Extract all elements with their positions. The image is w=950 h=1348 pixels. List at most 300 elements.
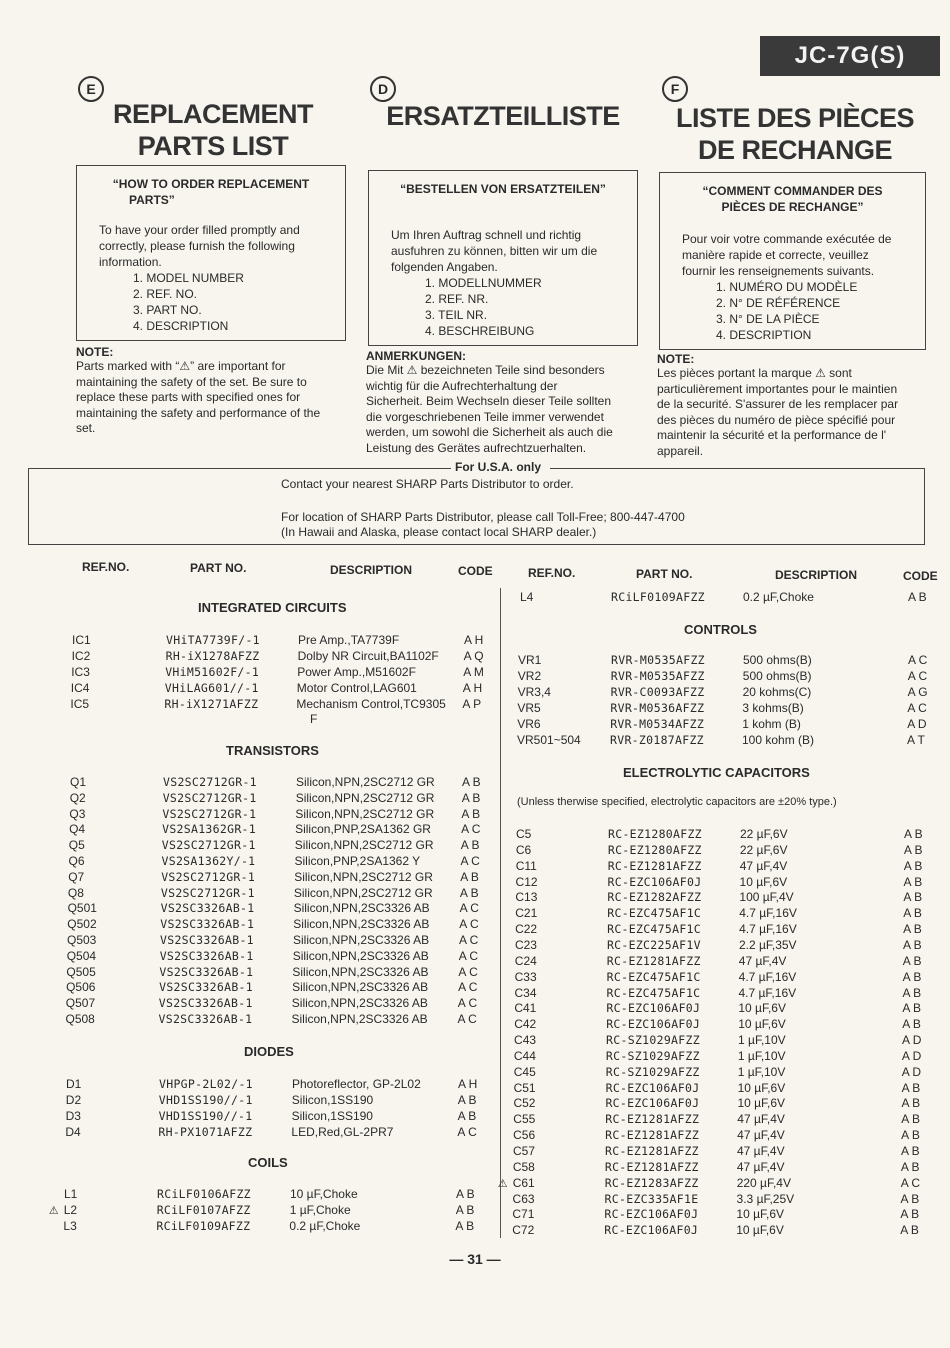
- parts-row-ref: C55: [513, 1112, 536, 1127]
- parts-row-ref: C13: [515, 890, 538, 905]
- parts-row-part: RC-SZ1029AFZZ: [605, 1048, 700, 1063]
- parts-row-desc: 10 µF,6V: [738, 1017, 786, 1032]
- parts-row-desc: 1 µF,Choke: [289, 1203, 351, 1217]
- parts-row-ref: C57: [513, 1144, 536, 1158]
- parts-row-ref: C42: [514, 1017, 537, 1032]
- order-box-german: [368, 170, 638, 346]
- parts-row-part: RVR-M0536AFZZ: [610, 701, 705, 715]
- parts-row-code: A B: [900, 1207, 920, 1222]
- parts-row-code: A B: [904, 827, 923, 841]
- note-line: maintaining the safety of the set. Be sure to: [76, 374, 307, 389]
- parts-row-ref: D3: [65, 1109, 81, 1123]
- parts-row-part: RC-EZ1281AFZZ: [605, 1112, 700, 1127]
- parts-row-desc: 10 µF,6V: [737, 1080, 786, 1095]
- parts-row-code: A B: [460, 869, 479, 884]
- usa-box-top-border-left: [28, 468, 451, 469]
- parts-row-part: VS2SC3326AB-1: [159, 948, 254, 963]
- note-english: [76, 345, 344, 437]
- electrolytic-note: (Unless therwise specified, electrolytic capacitors are ±20% type.): [517, 796, 837, 808]
- parts-row-ref: IC1: [72, 633, 91, 647]
- parts-row-desc: 4.7 µF,16V: [738, 985, 797, 1000]
- note-line: maintenir la sécurité et la performance de l': [657, 428, 887, 442]
- order-box-intro-line1: Um Ihren Auftrag schnell und richtig: [391, 228, 582, 242]
- parts-row-ref: C41: [514, 1001, 537, 1016]
- parts-row-desc: Silicon,PNP,2SA1362 Y: [294, 854, 421, 868]
- parts-row-ref: Q5: [68, 838, 85, 853]
- parts-row-ref: Q508: [65, 1012, 95, 1026]
- note-line: set.: [76, 421, 96, 435]
- order-box-intro-line1: Pour voir votre commande exécutée de: [682, 232, 892, 246]
- parts-row-part: VHD1SS190//-1: [158, 1109, 253, 1123]
- usa-title: For U.S.A. only: [455, 460, 542, 474]
- parts-row-ref: D1: [66, 1077, 82, 1091]
- order-box-item: 2. REF. NO.: [133, 287, 198, 301]
- order-box-item: 3. N° DE LA PIÈCE: [716, 312, 820, 326]
- parts-row-ref: D4: [65, 1125, 81, 1139]
- note-line: appareil.: [657, 443, 704, 458]
- parts-row-ref: Q502: [67, 917, 97, 932]
- note-heading: ANMERKUNGEN:: [366, 349, 466, 363]
- parts-row-desc: 20 kohms(C): [742, 685, 812, 699]
- parts-row-part: RC-EZC475AF1C: [607, 922, 702, 937]
- parts-row-code: A B: [902, 969, 922, 984]
- parts-row-ref: IC2: [71, 649, 91, 663]
- parts-row-ref: Q506: [66, 980, 96, 995]
- parts-row-code: A B: [901, 1144, 920, 1158]
- parts-row-desc: 47 µF,4V: [737, 1144, 785, 1158]
- parts-row-ref: Q2: [69, 790, 86, 805]
- parts-row-part: RC-EZ1280AFZZ: [608, 827, 702, 841]
- parts-row-desc: Silicon,NPN,2SC3326 AB: [292, 948, 429, 963]
- col-desc-right: DESCRIPTION: [775, 568, 858, 582]
- parts-row-ref: C72: [512, 1223, 535, 1238]
- parts-row-code: A C: [457, 1012, 477, 1026]
- note-french: [657, 352, 925, 459]
- parts-row-ref: IC3: [71, 665, 90, 679]
- section-diodes: DIODES: [244, 1044, 294, 1059]
- parts-row-ref: IC4: [70, 681, 90, 695]
- parts-row-part: VS2SC3326AB-1: [160, 917, 255, 932]
- title-english-line2: PARTS LIST: [137, 131, 289, 161]
- parts-row-part: RCiLF0109AFZZ: [611, 590, 705, 604]
- parts-row-part: RCiLF0107AFZZ: [156, 1203, 251, 1217]
- order-box-heading-line1: “COMMENT COMMANDER DES: [702, 184, 883, 198]
- section-electrolytic-capacitors: ELECTROLYTIC CAPACITORS: [623, 765, 810, 780]
- parts-row-ref: L2: [63, 1203, 78, 1217]
- parts-row-ref: Q504: [66, 948, 97, 963]
- parts-row-part: VS2SC3326AB-1: [160, 933, 254, 947]
- order-box-heading-line1: “HOW TO ORDER REPLACEMENT: [112, 177, 310, 191]
- parts-row-part: VS2SC3326AB-1: [160, 901, 255, 916]
- parts-row-code: A B: [902, 937, 922, 952]
- parts-row-code: A B: [461, 806, 481, 821]
- parts-row-part: VHiM51602F/-1: [165, 665, 260, 679]
- parts-row-part: RC-EZC475AF1C: [607, 906, 702, 921]
- order-box-intro-line3: information.: [99, 255, 162, 269]
- parts-row-ref: VR5: [517, 701, 541, 715]
- parts-row-desc: Silicon,NPN,2SC3326 AB: [291, 1012, 428, 1026]
- order-box-item: 4. DESCRIPTION: [133, 319, 229, 333]
- parts-row-desc: 10 µF,6V: [738, 1001, 786, 1016]
- order-box-heading-line2: PARTS”: [129, 193, 175, 207]
- parts-row-part: VHD1SS190//-1: [158, 1093, 253, 1107]
- note-line: die vorgeschriebenen Teile immer verwendet: [366, 409, 604, 424]
- parts-row-desc: 10 µF,6V: [737, 1096, 786, 1111]
- parts-row-desc: 47 µF,4V: [737, 1128, 785, 1143]
- parts-row-code: A B: [903, 858, 923, 873]
- order-box-item: 3. TEIL NR.: [425, 308, 488, 322]
- parts-row-code: A C: [458, 948, 479, 963]
- parts-row-ref: C61: [512, 1175, 535, 1190]
- parts-row-part: VHiTA7739F/-1: [166, 633, 260, 647]
- parts-row-code: A B: [903, 906, 922, 921]
- parts-row-part: RVR-Z0187AFZZ: [610, 733, 704, 747]
- parts-row-part: VS2SC2712GR-1: [162, 790, 257, 805]
- order-box-intro-line3: fournir les renseignements suivants.: [682, 264, 875, 278]
- order-box-heading-line2: PIÈCES DE RECHANGE”: [721, 200, 864, 214]
- parts-row-part: VHiLAG601//-1: [164, 681, 259, 695]
- parts-row-part: VS2SC2712GR-1: [160, 885, 255, 900]
- title-french-line1: LISTE DES PIÈCES: [675, 103, 915, 133]
- parts-row-part: VS2SC3326AB-1: [158, 996, 253, 1011]
- parts-row-code: A C: [458, 980, 478, 995]
- order-box-item: 1. NUMÉRO DU MODÈLE: [716, 280, 858, 294]
- parts-row-desc: 10 µF,6V: [736, 1207, 784, 1222]
- parts-row-code: A B: [902, 985, 922, 1000]
- parts-row-desc: Silicon,NPN,2SC3326 AB: [293, 917, 430, 932]
- column-divider: [500, 588, 501, 1238]
- parts-row-part: VS2SC3326AB-1: [158, 1012, 253, 1026]
- parts-row-desc: Silicon,1SS190: [291, 1093, 374, 1107]
- parts-row-code: A C: [459, 917, 479, 932]
- parts-row-part: RC-EZC106AF0J: [606, 1001, 701, 1016]
- parts-row-ref: Q7: [68, 869, 85, 884]
- note-line: particulièrement importantes pour le maintien: [657, 381, 898, 396]
- parts-row-desc: 0.2 µF,Choke: [743, 590, 814, 604]
- parts-row-desc: 1 µF,10V: [738, 1033, 786, 1048]
- order-box-french: [659, 172, 926, 350]
- lang-letter-d: D: [370, 76, 396, 102]
- parts-row-code: A B: [900, 1223, 919, 1238]
- usa-box-top-border-right: [550, 468, 924, 469]
- note-german: [366, 349, 636, 456]
- usa-line1: Contact your nearest SHARP Parts Distributor to order.: [281, 477, 574, 491]
- parts-row-part: RCiLF0106AFZZ: [157, 1187, 251, 1201]
- parts-row-code: A B: [455, 1203, 475, 1217]
- parts-row-part: VS2SC2712GR-1: [162, 806, 257, 821]
- col-desc-left: DESCRIPTION: [330, 563, 413, 577]
- parts-row-ref: C34: [514, 985, 537, 1000]
- parts-row-part: RC-EZC475AF1C: [606, 969, 701, 984]
- parts-row-code: A D: [901, 1048, 922, 1063]
- parts-row-ref: C12: [515, 874, 538, 889]
- parts-row-desc: 0.2 µF,Choke: [289, 1219, 361, 1233]
- parts-row-ref: Q505: [66, 964, 96, 979]
- parts-row-part: RC-EZC106AF0J: [606, 1017, 701, 1032]
- parts-row-code: A B: [460, 838, 480, 853]
- parts-row-code: A C: [457, 996, 478, 1011]
- parts-row-part: VHPGP-2L02/-1: [159, 1077, 253, 1091]
- parts-row-code: A B: [459, 885, 479, 900]
- parts-row-desc: 100 µF,4V: [739, 890, 794, 905]
- parts-row-code: A D: [902, 1033, 922, 1048]
- lang-letter-f: F: [662, 76, 688, 102]
- parts-row-desc: 1 µF,10V: [737, 1048, 786, 1063]
- parts-row-code: A B: [908, 590, 927, 604]
- parts-row-part: RC-EZ1283AFZZ: [604, 1175, 699, 1190]
- parts-row-part: RC-EZ1281AFZZ: [607, 858, 702, 873]
- parts-row-code: A B: [902, 953, 922, 968]
- parts-row-ref: C51: [513, 1080, 536, 1095]
- parts-row-ref: C11: [515, 858, 537, 873]
- parts-row-desc: Silicon,NPN,2SC2712 GR: [294, 869, 433, 884]
- parts-row-ref: VR6: [517, 717, 541, 731]
- parts-row-code: A B: [903, 890, 923, 905]
- parts-row-part: RC-SZ1029AFZZ: [606, 1033, 700, 1048]
- parts-row-part: RVR-C0093AFZZ: [610, 685, 705, 699]
- parts-row-desc: 4.7 µF,16V: [739, 906, 797, 921]
- col-ref-left: REF.NO.: [82, 560, 130, 574]
- parts-row-desc: Silicon,NPN,2SC3326 AB: [291, 996, 428, 1011]
- parts-row-part: RH-iX1278AFZZ: [165, 649, 260, 663]
- title-german-line1: ERSATZTEILLISTE: [386, 101, 620, 131]
- parts-row-desc: Silicon,NPN,2SC3326 AB: [293, 901, 430, 916]
- parts-row-code: A H: [462, 681, 483, 695]
- parts-row-code: A Q: [463, 649, 484, 663]
- parts-row-ref: C5: [516, 827, 532, 841]
- section-coils: COILS: [248, 1155, 288, 1170]
- section-integrated-circuits: INTEGRATED CIRCUITS: [198, 600, 347, 615]
- note-heading: NOTE:: [657, 352, 695, 366]
- section-controls: CONTROLS: [684, 622, 757, 637]
- parts-row-ref: C45: [513, 1064, 536, 1079]
- note-heading: NOTE:: [76, 345, 114, 359]
- parts-row-code: A B: [461, 790, 481, 805]
- parts-row-ref: Q6: [68, 854, 85, 868]
- note-line: wichtig für die Aufrechterhaltung der: [366, 378, 558, 393]
- parts-row-desc: Dolby NR Circuit,BA1102F: [297, 649, 439, 663]
- parts-row-code: A D: [901, 1064, 922, 1079]
- parts-row-code: A B: [456, 1187, 475, 1201]
- parts-row-desc: 500 ohms(B): [743, 653, 812, 667]
- title-english-line1: REPLACEMENT: [112, 99, 313, 129]
- section-transistors: TRANSISTORS: [226, 743, 319, 758]
- parts-row-part: RVR-M0535AFZZ: [611, 653, 705, 667]
- parts-row-code: A C: [458, 964, 478, 979]
- parts-row-code: A D: [907, 717, 927, 731]
- parts-row-code: A B: [900, 1159, 920, 1174]
- parts-row-desc: 1 kohm (B): [742, 717, 801, 731]
- parts-row-code: A C: [457, 1125, 477, 1139]
- parts-row-ref: C63: [512, 1191, 535, 1206]
- parts-row-ref: C33: [514, 969, 537, 984]
- parts-row-desc: Mechanism Control,TC9305: [296, 697, 446, 711]
- parts-row-part: RVR-M0535AFZZ: [610, 669, 705, 683]
- parts-row-ref: C58: [512, 1159, 535, 1174]
- parts-row-ref: Q501: [67, 901, 97, 916]
- parts-row-ref: VR1: [518, 653, 542, 667]
- parts-row-part: VS2SC2712GR-1: [163, 775, 257, 789]
- order-box-item: 3. PART NO.: [133, 303, 202, 317]
- note-line: Leistung des Gerätes aufrechtzuerhalten.: [366, 440, 587, 455]
- parts-row-desc: 3.3 µF,25V: [736, 1191, 795, 1206]
- parts-row-code: A G: [907, 685, 928, 699]
- note-line: des pièces du numéro de pièce spécifié pour: [657, 412, 896, 427]
- parts-row-code: A C: [907, 701, 927, 715]
- col-code-left: CODE: [458, 564, 493, 578]
- parts-row-code: A B: [903, 874, 923, 889]
- parts-row-part: RC-EZC475AF1C: [606, 985, 701, 1000]
- parts-row-code: A M: [463, 665, 484, 679]
- parts-row-desc: Silicon,1SS190: [291, 1109, 373, 1123]
- note-body: [366, 363, 636, 456]
- order-box-intro-line3: folgenden Angaben.: [391, 260, 498, 274]
- order-box-item: 4. BESCHREIBUNG: [425, 324, 535, 338]
- parts-row-code: A C: [459, 901, 479, 916]
- parts-row-desc: 3 kohms(B): [742, 701, 804, 715]
- note-line: werden, um sowohl die Sicherheit als auch die: [366, 425, 613, 439]
- parts-row-part: RC-EZ1281AFZZ: [605, 1144, 699, 1158]
- parts-row-ref: C71: [512, 1207, 535, 1222]
- parts-row-desc: LED,Red,GL-2PR7: [291, 1125, 394, 1139]
- parts-row-part: RC-EZC106AF0J: [607, 874, 702, 889]
- parts-row-code: A T: [907, 733, 925, 747]
- parts-row-desc: Pre Amp.,TA7739F: [298, 633, 400, 647]
- order-box-english: [76, 165, 346, 341]
- order-box-item: 1. MODELLNUMMER: [425, 276, 542, 290]
- parts-row-desc: Silicon,NPN,2SC3326 AB: [293, 933, 430, 947]
- parts-row-part: RC-EZC225AF1V: [606, 937, 701, 952]
- parts-row-ref: Q3: [69, 806, 86, 821]
- parts-row-ref: Q4: [69, 822, 86, 837]
- parts-row-desc: 47 µF,4V: [739, 858, 788, 873]
- parts-row-desc: 47 µF,4V: [736, 1159, 785, 1174]
- order-box-intro-line2: manière rapide et correcte, veuillez: [682, 248, 869, 262]
- title-german: [378, 100, 628, 132]
- parts-row-code: A C: [908, 653, 928, 667]
- parts-row-desc: 22 µF,6V: [739, 842, 788, 857]
- order-box-intro-line2: ausfuhren zu können, bitten wir um die: [391, 244, 598, 258]
- parts-row-code: A B: [901, 1080, 921, 1095]
- parts-row-desc: Silicon,NPN,2SC2712 GR: [296, 775, 435, 789]
- parts-row-code: A H: [458, 1077, 478, 1091]
- parts-row-ref: Q8: [67, 885, 84, 900]
- parts-row-part: RC-EZC106AF0J: [605, 1096, 700, 1111]
- parts-row-ref: Q1: [70, 775, 87, 789]
- parts-row-code: A B: [900, 1191, 920, 1206]
- parts-row-code: A B: [902, 1017, 921, 1032]
- parts-row-code: A B: [901, 1112, 920, 1127]
- parts-row-desc: 2.2 µF,35V: [738, 937, 797, 952]
- parts-row-code: A B: [903, 842, 923, 857]
- parts-row-part: RCiLF0109AFZZ: [156, 1219, 251, 1233]
- parts-row-desc: Silicon,NPN,2SC3326 AB: [292, 964, 429, 979]
- parts-row-desc: 100 kohm (B): [742, 733, 815, 747]
- parts-row-desc: 22 µF,6V: [740, 827, 788, 841]
- parts-row-ref: C43: [514, 1033, 537, 1048]
- title-english: [88, 98, 338, 162]
- parts-row-code: A C: [460, 854, 480, 868]
- parts-row-code: A C: [900, 1175, 921, 1190]
- order-box-intro-line1: To have your order filled promptly and: [99, 223, 300, 237]
- note-line: Sicherheit. Beim Wechseln dieser Teile sollten: [366, 394, 612, 408]
- warning-icon: ⚠: [497, 1177, 508, 1190]
- parts-row-ref: L1: [64, 1187, 78, 1201]
- parts-row-desc: Photoreflector, GP-2L02: [292, 1077, 421, 1091]
- parts-row-code: A B: [901, 1096, 921, 1111]
- parts-row-part: VS2SA1362GR-1: [162, 822, 257, 837]
- model-badge: JC-7G(S): [760, 36, 940, 76]
- parts-row-ref: IC5: [70, 697, 90, 711]
- parts-row-ref: D2: [65, 1093, 82, 1107]
- title-french: [665, 102, 925, 166]
- parts-row-part: VS2SC3326AB-1: [159, 964, 254, 979]
- parts-row-ref: C6: [515, 842, 532, 857]
- parts-row-code: A C: [459, 933, 479, 947]
- parts-row-ref: C22: [515, 922, 538, 937]
- parts-row-ref: VR501~504: [517, 733, 581, 747]
- lang-letter-e: E: [78, 76, 104, 102]
- usa-line2: For location of SHARP Parts Distributor, please call Toll-Free; 800-447-4700: [281, 510, 685, 524]
- page-number: — 31 —: [449, 1251, 501, 1267]
- parts-row-desc: 1 µF,10V: [737, 1064, 786, 1079]
- warning-icon: ⚠: [48, 1205, 59, 1217]
- parts-row-ref: C24: [514, 953, 537, 968]
- parts-row-code: A H: [464, 633, 484, 647]
- parts-row-part: VS2SC2712GR-1: [161, 869, 256, 884]
- parts-row-ref: Q503: [67, 933, 97, 947]
- parts-row-desc: 47 µF,4V: [738, 953, 787, 968]
- col-part-left: PART NO.: [190, 561, 247, 575]
- parts-row-desc: 500 ohms(B): [742, 669, 812, 683]
- note-line: Les pièces portant la marque ⚠ sont: [657, 366, 852, 380]
- order-box-intro-line2: correctly, please furnish the following: [99, 239, 295, 253]
- parts-row-ref: C56: [513, 1128, 536, 1143]
- col-code-right: CODE: [903, 569, 938, 583]
- parts-row-desc: Silicon,PNP,2SA1362 GR: [295, 822, 431, 837]
- parts-row-part: VS2SC2712GR-1: [161, 838, 256, 853]
- parts-row-desc: 4.7 µF,16V: [739, 922, 797, 937]
- parts-row-ref: VR3,4: [517, 685, 551, 699]
- parts-row-code: A C: [907, 669, 928, 683]
- order-box-item: 4. DESCRIPTION: [716, 328, 812, 342]
- parts-row-desc: 47 µF,4V: [737, 1112, 785, 1127]
- parts-row-desc: 10 µF,Choke: [290, 1187, 358, 1201]
- note-line: Die Mit ⚠ bezeichneten Teile sind besonders: [366, 363, 605, 377]
- parts-row-part: RC-EZ1280AFZZ: [607, 842, 702, 857]
- parts-row-ref: C23: [514, 937, 537, 952]
- col-ref-right: REF.NO.: [528, 566, 576, 580]
- parts-row-desc: 220 µF,4V: [736, 1175, 791, 1190]
- parts-row-part: RC-EZ1282AFZZ: [607, 890, 702, 905]
- parts-row-code: A B: [902, 1001, 922, 1016]
- parts-row-desc: 4.7 µF,16V: [738, 969, 797, 984]
- order-box-item: 2. REF. NR.: [425, 292, 489, 306]
- order-box-item: 2. N° DE RÉFÉRENCE: [716, 296, 841, 310]
- parts-row-code: A B: [462, 775, 481, 789]
- usa-line3: (In Hawaii and Alaska, please contact local SHARP dealer.): [281, 525, 597, 539]
- parts-row-code: A B: [457, 1093, 477, 1107]
- parts-row-ref: C44: [513, 1048, 536, 1063]
- parts-row-part: RC-EZC106AF0J: [604, 1207, 699, 1222]
- title-french-line2: DE RECHANGE: [697, 135, 893, 165]
- parts-row-desc: Power Amp.,M51602F: [297, 665, 416, 679]
- parts-row-part: RVR-M0534AFZZ: [610, 717, 705, 731]
- parts-row-code: A B: [457, 1109, 477, 1123]
- note-line: Parts marked with “⚠” are important for: [76, 359, 286, 373]
- parts-row-code: A C: [461, 822, 481, 837]
- parts-row-code: A B: [901, 1128, 920, 1143]
